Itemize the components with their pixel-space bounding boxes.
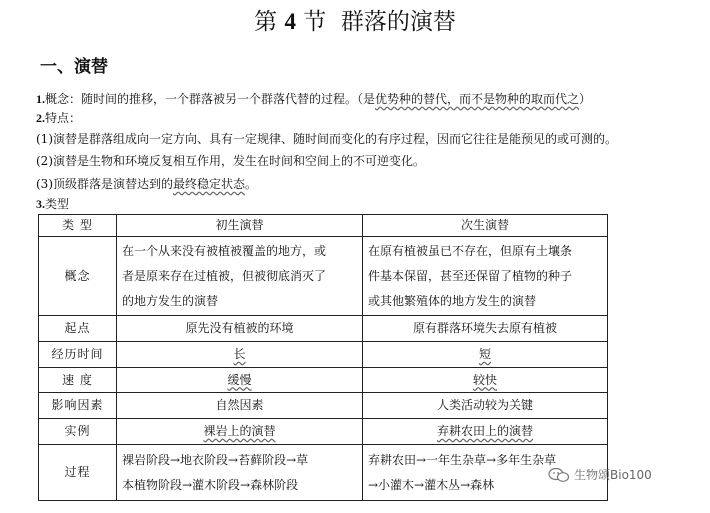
succession-types-table — [38, 214, 608, 501]
features-label: 特点： — [45, 111, 82, 125]
page-title — [0, 7, 710, 37]
primary-speed-text: 缓慢 — [227, 372, 252, 387]
table-row-factors — [39, 393, 608, 419]
secondary-speed-text: 较快 — [472, 372, 497, 387]
concept-number: 1. — [36, 92, 45, 106]
wechat-logo-icon — [548, 467, 570, 483]
primary-example — [117, 419, 363, 445]
header-type: 类 型 — [39, 215, 117, 237]
row-label: 实例 — [39, 419, 117, 445]
primary-concept-line-3: 的地方发生的演替 — [122, 293, 219, 308]
primary-start: 原先没有植被的环境 — [117, 316, 363, 342]
table-row-process — [39, 445, 608, 501]
features-number: 2. — [36, 111, 45, 125]
feature-3-text: (3)顶级群落是演替达到的 — [36, 177, 173, 191]
row-label: 过程 — [39, 445, 117, 501]
primary-concept — [117, 237, 363, 316]
row-label: 影响因素 — [39, 393, 117, 419]
header-primary: 初生演替 — [117, 215, 363, 237]
primary-process-line-1: 裸岩阶段→地衣阶段→苔藓阶段→草 — [122, 452, 309, 467]
secondary-concept — [363, 237, 608, 316]
table-row-speed — [39, 368, 608, 393]
secondary-process-line-2: →小灌木→灌木丛→森林 — [368, 477, 495, 492]
concept-line — [36, 91, 591, 107]
secondary-example-text: 弃耕农田上的演替 — [436, 424, 533, 438]
title-number: 4 — [284, 9, 296, 34]
feature-item-3 — [36, 176, 257, 192]
watermark — [548, 466, 652, 483]
secondary-process-line-1: 弃耕农田→一年生杂草→多年生杂草 — [368, 452, 557, 467]
secondary-speed — [363, 368, 608, 393]
feature-3-emphasis: 最终稳定状态 — [173, 177, 246, 191]
row-label: 速 度 — [39, 368, 117, 393]
secondary-example — [363, 419, 608, 445]
primary-concept-line-1: 在一个从来没有被植被覆盖的地方，或 — [122, 243, 327, 258]
table-header-row — [39, 215, 608, 237]
types-number: 3. — [36, 197, 45, 211]
primary-concept-line-2: 者是原来存在过植被，但被彻底消灭了 — [122, 268, 327, 283]
title-prefix: 第 — [254, 9, 278, 35]
secondary-duration — [363, 342, 608, 368]
row-label: 经历时间 — [39, 342, 117, 368]
primary-process-line-2: 本植物阶段→灌木阶段→森林阶段 — [122, 477, 299, 492]
title-suffix: 节 — [303, 9, 327, 35]
watermark-text: 生物颂Bio100 — [574, 468, 652, 482]
primary-factors: 自然因素 — [117, 393, 363, 419]
concept-tail: ） — [579, 92, 592, 106]
secondary-concept-line-2: 件基本保留，甚至还保留了植物的种子 — [368, 268, 573, 283]
secondary-concept-line-1: 在原有植被虽已不存在，但原有土壤条 — [368, 243, 573, 258]
secondary-concept-line-3: 或其他繁殖体的地方发生的演替 — [368, 293, 537, 308]
primary-speed — [117, 368, 363, 393]
title-name: 群落的演替 — [340, 9, 456, 35]
table-row-example — [39, 419, 608, 445]
header-secondary: 次生演替 — [363, 215, 608, 237]
row-label: 起点 — [39, 316, 117, 342]
primary-example-text: 裸岩上的演替 — [203, 424, 276, 438]
secondary-start: 原有群落环境失去原有植被 — [363, 316, 608, 342]
feature-3-tail: 。 — [245, 177, 258, 191]
primary-duration-text: 长 — [233, 347, 246, 361]
types-label: 类型 — [45, 197, 70, 211]
table-row-concept — [39, 237, 608, 316]
table-row-start — [39, 316, 608, 342]
feature-item-2: (2)演替是生物和环境反复相互作用，发生在时间和空间上的不可逆变化。 — [36, 154, 426, 168]
concept-emphasis: 优势种的替代，而不是物种的取而代之 — [375, 92, 580, 106]
secondary-factors: 人类活动较为关键 — [363, 393, 608, 419]
features-heading — [36, 110, 81, 126]
secondary-duration-text: 短 — [478, 347, 491, 361]
concept-text: 概念：随时间的推移，一个群落被另一个群落代替的过程。（是 — [45, 92, 376, 106]
row-label: 概念 — [39, 237, 117, 316]
section-heading: 一、演替 — [40, 57, 108, 77]
primary-process — [117, 445, 363, 501]
types-heading — [36, 196, 69, 212]
table-row-duration — [39, 342, 608, 368]
primary-duration — [117, 342, 363, 368]
feature-item-1: (1)演替是群落组成向一定方向、具有一定规律、随时间而变化的有序过程，因而它往往是能预见的或可测的。 — [36, 132, 618, 146]
